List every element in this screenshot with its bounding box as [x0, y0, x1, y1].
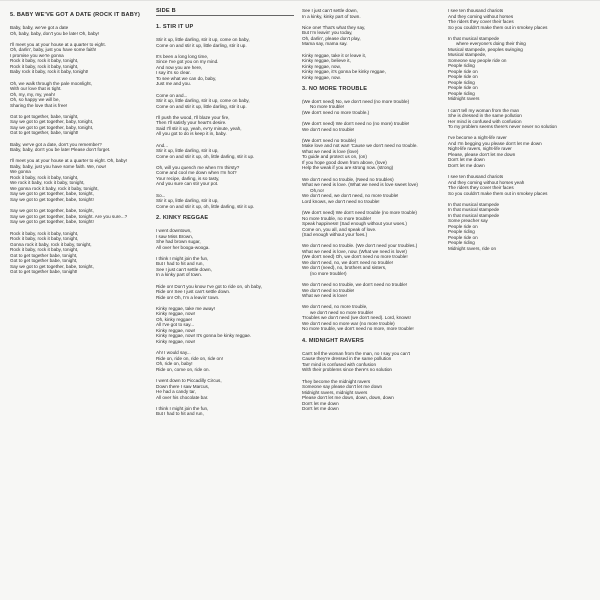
lyric-line: Midnight ravers, midnight ravers — [302, 389, 368, 395]
lyric-line: Night-life ravers, night-life raver — [448, 146, 512, 152]
stanza — [156, 406, 294, 417]
lyric-line: Say we got to get together, baby, tonight, — [10, 124, 94, 130]
lyric-line: we don't need no more trouble! — [310, 309, 374, 315]
lyric-line: Can't tell the woman from the man, no I say you can't — [302, 350, 410, 356]
stanza — [156, 115, 294, 137]
lyric-line: Rock it baby, rock it baby, tonight, — [10, 174, 79, 180]
lyric-line: And they coming without horses — [448, 13, 514, 19]
lyric-line: Musical stampede, — [448, 52, 487, 58]
lyric-line: We don't need, no, we don't need no trouble! — [302, 259, 394, 265]
lyric-line: Stir it up, little darling, stir it up, come on baby, — [156, 37, 250, 42]
lyric-line: Baby rock it baby, rock it baby, tonight! — [10, 69, 89, 75]
stanza — [10, 81, 148, 109]
stanza — [302, 282, 440, 299]
lyric-line: (We don't need) No, we don't need (no more trouble) — [302, 98, 410, 104]
lyric-line: With their problems since there's no solution — [302, 367, 392, 373]
lyric-line: Ride on, come on, ride on. — [156, 366, 210, 372]
lyric-line: All over his chocolate bar. — [156, 394, 209, 400]
lyric-line: To guide and protect us on, (on) — [302, 154, 367, 160]
lyric-line: Rock it baby, rock it baby, tonight, — [10, 63, 79, 69]
lyric-line: We don't need no trouble! — [302, 287, 355, 293]
stanza — [302, 304, 440, 332]
lyric-line: To my problem seems there's never never no solution — [448, 124, 557, 130]
lyric-line: And I'm begging you please don't let me down — [448, 140, 542, 146]
lyric-line: Baby, baby, don't you be late! Please don't forget. — [10, 147, 111, 153]
lyric-line: All you got to do is keep it in, baby. — [156, 131, 227, 137]
lyric-line: Midnight ravers — [448, 96, 480, 102]
lyric-line: Kinky reggae, now! — [156, 311, 196, 317]
lyric-line: Come on and stir it up, little darling, stir it up. — [156, 42, 247, 48]
song-title: 4. MIDNIGHT RAVERS — [302, 337, 364, 344]
lyric-line: All over her booga-wooga. — [156, 244, 210, 250]
lyric-line: What we need is love! — [302, 293, 347, 299]
stanza — [302, 138, 440, 171]
lyric-line: What we need is love (love) — [302, 148, 359, 154]
stanza — [302, 351, 440, 373]
lyric-line: Come on, you all, and speak of love. — [302, 226, 377, 232]
lyric-line: Kinky reggae, believe it, — [302, 58, 351, 64]
lyric-line: Ride on! Don't you know I've got to ride on, oh baby, — [156, 283, 262, 289]
lyric-line: Say we got to get together, babe, tonight! — [10, 196, 94, 202]
lyric-line: Troubles we don't need (we don't need). Lord, knows! — [302, 315, 411, 321]
lyric-line: Rock it baby, rock it baby, tonight, — [10, 230, 79, 236]
lyric-line: (We don't need) We don't need trouble (no more trouble) — [302, 210, 417, 216]
lyric-line: Don't let me down — [448, 157, 485, 163]
lyric-line: Rock it baby, rock it baby, tonight, — [10, 58, 79, 64]
stanza — [448, 36, 594, 102]
lyric-line: Got to get together babe, tonight! — [10, 269, 78, 275]
lyric-line: See I just can't settle down, — [156, 266, 212, 272]
lyric-line: Someone say people ride on — [448, 57, 507, 63]
lyric-line: In that musical stampede — [448, 35, 500, 41]
lyric-line: I can't tell my woman from the man — [448, 107, 520, 113]
stanza — [156, 378, 294, 400]
column-4 — [448, 8, 594, 257]
lyric-line: In a kinky, kinky part of town. — [302, 13, 361, 19]
lyric-line: Rock it baby, rock it baby, tonight, — [10, 247, 79, 253]
lyric-line: We don't need no trouble. (We don't need your troubles.) — [302, 243, 418, 249]
stanza — [156, 350, 294, 372]
lyric-line: The riders they cover their faces — [448, 185, 514, 191]
lyric-line: Musical stampede, peoples swinging — [448, 46, 523, 52]
lyric-line: Kinky reggae, now, — [302, 63, 341, 69]
lyric-line: Stir it up, little darling, stir it up, come on baby, — [156, 98, 250, 104]
lyric-line: Baby, baby, just you have some faith. We, now! — [10, 163, 107, 169]
lyric-line: In that musical stampede — [448, 201, 500, 207]
stanza — [302, 53, 440, 81]
lyric-line: It's been a long long time, — [156, 53, 209, 59]
stanza — [156, 54, 294, 87]
lyric-line: Since I've got you on my mind. — [156, 59, 219, 65]
lyric-line: We don't need no more war (no more trouble) — [302, 320, 395, 326]
lyric-line: And they coming without horses yeah — [448, 179, 525, 185]
lyric-line: People riding — [448, 240, 475, 246]
lyric-line: Got to get together babe, tonight, — [10, 252, 78, 258]
stanza — [448, 8, 594, 30]
stanza — [302, 210, 440, 238]
lyric-line: If you hope good down from above, (love) — [302, 159, 387, 165]
stanza — [302, 8, 440, 19]
stanza — [10, 231, 148, 275]
lyric-line: But I had to hit and run, — [156, 261, 204, 267]
lyric-line: People riding — [448, 63, 475, 69]
song-title: 2. KINKY REGGAE — [156, 215, 209, 222]
lyric-line: Some preacher say — [448, 218, 488, 224]
lyric-line: Mama say, mama say. — [302, 41, 348, 47]
lyric-line: Ride on! See I just can't settle down. — [156, 289, 231, 295]
lyric-line: And you sure can stir your pot. — [156, 181, 219, 187]
lyric-line: I went downtown, — [156, 228, 192, 234]
lyric-line: We don't (need), no, brothers and sisters, — [302, 265, 387, 271]
lyric-line: (We don't need no more trouble.) — [302, 109, 370, 115]
lyric-line: Help the weak if you are strong now. (strong) — [302, 165, 394, 171]
lyric-line: I'll push the wood, I'll blaze your fire, — [156, 114, 230, 120]
lyric-line: People riding — [448, 90, 475, 96]
lyric-line: (We don't need) We don't need no (no more) trouble! — [302, 121, 410, 127]
lyric-line: What we need is love, now. (What we need is love!) — [302, 248, 407, 254]
lyric-line: I think I might join the fun, — [156, 255, 209, 261]
lyric-line: Oh, so happy we will be, — [10, 97, 60, 103]
lyric-line: He had a candy tar, — [156, 389, 196, 395]
lyric-line: Come and cool me down when I'm hot? — [156, 170, 237, 176]
lyric-line: I see ten thousand chariots — [448, 8, 504, 13]
lyric-line: Oh, darlin', please don't play, — [302, 35, 361, 41]
lyric-line: People ride on — [448, 68, 478, 74]
lyric-line: In that musical stampede — [448, 207, 500, 213]
lyric-line: Down there I saw Marcus, — [156, 383, 210, 389]
lyric-line: I think I might join the fun, — [156, 405, 209, 411]
lyric-line: In a kinky part of town. — [156, 272, 202, 278]
lyric-line: No more trouble, no more trouble! — [302, 215, 371, 221]
lyric-line: Then I'll satisfy your heart's desire. — [156, 120, 227, 126]
lyric-line: People ride on — [448, 85, 478, 91]
lyric-line: People ride on — [448, 223, 478, 229]
stanza — [448, 202, 594, 252]
lyric-line: Kinky reggae, now! — [156, 338, 196, 344]
lyric-line: Nice one! That's what they say, — [302, 24, 366, 30]
stanza — [448, 135, 594, 168]
column-1 — [10, 8, 148, 280]
lyric-line: And... — [156, 142, 169, 148]
lyric-line: We don't need, we don't need, no more trouble! — [302, 193, 399, 199]
lyric-line: But I had to hit and run, — [156, 411, 204, 417]
lyric-line: In that musical stampede — [448, 212, 500, 218]
lyric-line: People ride on — [448, 74, 478, 80]
lyric-line: Come on and stir it up, oh, little darling, stir it up. — [156, 203, 255, 209]
lyric-line: Say we got to get together, babe, tonight. Are you sure...? — [10, 213, 128, 219]
lyric-line: Oh, ride on, baby! — [156, 361, 193, 367]
lyric-line: Say we got to get together, baby, tonight, — [10, 119, 94, 125]
top-divider — [0, 0, 600, 1]
song-title: 1. STIR IT UP — [156, 24, 194, 30]
stanza — [302, 99, 440, 116]
lyric-line: Kinky reggae, now! — [156, 327, 196, 333]
lyric-line: Speak happiness! (Sad enough without your woes.) — [302, 221, 407, 227]
lyric-line: Oh, we walk through the pale moonlight, — [10, 80, 92, 86]
lyric-line: To see what we can do, baby, — [156, 75, 217, 81]
stanza — [156, 193, 294, 210]
stanza — [302, 121, 440, 132]
lyric-line: where everyone's doing their thing — [456, 41, 526, 47]
lyric-line: Her mind is confused with confusion — [448, 118, 522, 124]
lyric-line: Ride on, ride on, ride on, ride on! — [156, 355, 223, 361]
stanza — [156, 306, 294, 345]
stanza — [302, 243, 440, 276]
lyric-line: What we need is love. (What we need is love sweet love) — [302, 182, 418, 188]
lyric-line: And now you are here, — [156, 64, 203, 70]
lyric-line: Oh, kinky reggae! — [156, 316, 193, 322]
lyric-line: Got to get together, babe, tonight, — [10, 113, 79, 119]
lyric-line: Say we got to get together, babe, tonight, — [10, 263, 94, 269]
lyric-line: Please, please don't let me down — [448, 151, 516, 157]
lyric-line: Kinky reggae, now! It's gonna be kinky reggae. — [156, 333, 252, 339]
stanza — [302, 379, 440, 412]
column-2 — [156, 8, 294, 423]
lyric-line: I saw Miss Brown, — [156, 233, 194, 239]
lyric-line: Come on and stir it up, little darling, stir it up. — [156, 103, 247, 109]
lyric-line: Kinky reggae, take it or leave it, — [302, 52, 367, 58]
stanza — [156, 143, 294, 160]
lyric-line: Oh, will you quench me when I'm thirsty? — [156, 164, 240, 170]
lyric-line: We don't need, no more trouble, — [302, 304, 368, 310]
lyric-line: People riding — [448, 229, 475, 235]
lyric-line: I've become a night-life raver — [448, 135, 507, 141]
lyric-line: I say it's so clear. — [156, 70, 191, 76]
lyric-line: Say we got to get together, babe, tonight! — [10, 219, 94, 225]
song-title: 3. NO MORE TROUBLE — [302, 85, 368, 92]
lyric-line: (We don't need no trouble) — [302, 137, 357, 143]
lyric-line: We don't need no trouble, we don't need no trouble! — [302, 282, 408, 288]
lyric-line: Stir it up, little darling, stir it up, — [156, 148, 219, 154]
lyric-line: Make love and not war! 'Cause we don't need no trouble. — [302, 143, 418, 149]
lyric-line: Kinky reggae, take me away! — [156, 305, 215, 311]
lyric-line: Come on and stir it up, oh, little darling, stir it up. — [156, 153, 255, 159]
stanza — [10, 25, 148, 36]
lyric-line: Kinky reggae, it's gonna be kinky reggae, — [302, 69, 386, 75]
lyric-line: Oh, baby, baby, don't you be late! Oh, baby! — [10, 30, 100, 36]
stanza — [10, 142, 148, 153]
stanza — [156, 93, 294, 110]
lyric-line: (We don't need) Oh, we don't need no more trouble! — [302, 254, 408, 260]
lyric-line: Don't let me down — [302, 406, 339, 412]
stanza — [448, 108, 594, 130]
lyric-line: Oh, darlin', baby, just you have some faith! — [10, 47, 97, 53]
stanza — [156, 256, 294, 278]
stanza — [10, 158, 148, 202]
stanza — [10, 114, 148, 136]
side-b-heading: SIDE B — [156, 8, 294, 16]
song-title: 5. BABY WE'VE GOT A DATE (ROCK IT BABY) — [10, 12, 141, 18]
lyric-line: Oh,no! — [310, 187, 324, 193]
lyric-line: (Sad enough without your foes.) — [302, 232, 368, 238]
lyric-line: I promise you we're gonna — [10, 52, 64, 58]
lyric-line: Your recipe, darling, is so tasty, — [156, 175, 220, 181]
stanza — [156, 37, 294, 48]
lyric-line: Say we got to get together, babe, tonight, — [10, 208, 94, 214]
lyric-line: Don't let me down — [302, 400, 339, 406]
lyric-line: No more trouble, we don't need no more, more trouble! — [302, 326, 414, 332]
lyric-line: Said I'll stir it up, yeah, ev'ry minute, yeah, — [156, 125, 242, 131]
lyric-line: We don't need no trouble, (Need no troubles) — [302, 176, 394, 182]
lyric-line: People ride on — [448, 234, 478, 240]
lyric-line: I see ten thousand chariots — [448, 174, 504, 180]
stanza — [10, 42, 148, 75]
lyric-line: See I just can't settle down, — [302, 8, 358, 13]
lyric-line: We gonna — [10, 169, 31, 175]
lyric-line: I went down to Piccadilly Circus, — [156, 378, 222, 384]
column-3 — [302, 8, 440, 417]
lyric-line: All I've got to say... — [156, 322, 195, 328]
lyric-line: So you couldn't make them out in smokey places — [448, 190, 548, 196]
lyric-line: We don't need no trouble! — [302, 126, 355, 132]
lyric-line: I'll meet you at your house at a quarter to eight. — [10, 41, 106, 47]
lyric-line: Just me and you. — [156, 81, 191, 87]
lyric-line: Rock it baby, rock it baby, tonight, — [10, 236, 79, 242]
lyric-line: Baby, baby, we've got a date — [10, 25, 69, 30]
lyric-line: No more trouble! — [310, 104, 345, 110]
lyric-line: With our love that is tight. — [10, 86, 62, 92]
lyric-line: Lord knows, we don't need no trouble! — [302, 198, 380, 204]
lyric-line: Gonna rock it baby, rock it baby, tonight, — [10, 241, 92, 247]
lyric-line: Oh, my, my, my, yeah! — [10, 91, 55, 97]
lyric-line: But I'm leavin' you today, — [302, 30, 353, 36]
lyric-line: Ride on! Oh, I'm a leavin' town. — [156, 294, 220, 300]
lyric-line: People riding — [448, 79, 475, 85]
lyric-line: She is dressed in the same pollution — [448, 113, 522, 119]
lyric-line: Someone say please don't let me down — [302, 384, 383, 390]
lyric-line: Baby, we've got a date, don't you remember? — [10, 141, 102, 147]
lyric-line: She had brown sugar, — [156, 239, 201, 245]
stanza — [10, 208, 148, 225]
lyric-line: So you couldn't make them out in smokey places — [448, 24, 548, 30]
lyric-line: Cause they're dressed in the same pollution — [302, 356, 392, 362]
lyric-line: (no more trouble!) — [310, 270, 347, 276]
lyric-line: Midnight ravers, ride on — [448, 245, 497, 251]
lyric-line: Got to get together, babe, tonight! — [10, 130, 79, 136]
lyric-line: Got to get together babe, tonight, — [10, 258, 78, 264]
stanza — [302, 25, 440, 47]
lyric-line: So... — [156, 192, 166, 198]
lyric-line: Ah! I would say... — [156, 350, 191, 356]
lyric-line: The riders they cover their faces — [448, 19, 514, 24]
lyric-line: Kinky reggae, now. — [302, 74, 341, 80]
lyric-line: We rock it baby, rock it baby, tonight, — [10, 180, 85, 186]
lyric-line: Tarr mind is confused with confusion — [302, 361, 377, 367]
stanza — [156, 284, 294, 301]
lyric-line: Come on and... — [156, 92, 188, 98]
lyric-line: Say we got to get together, babe, tonight, — [10, 191, 94, 197]
stanza — [156, 228, 294, 250]
stanza — [302, 177, 440, 205]
lyric-line: We gonna rock it baby, rock it baby, tonight, — [10, 185, 99, 191]
lyric-line: I'll meet you at your house at a quarter to eight. Oh, baby! — [10, 158, 128, 164]
stanza — [156, 165, 294, 187]
lyric-line: Don't let me down — [448, 162, 485, 168]
lyric-line: Sharing the love that is free! — [10, 102, 68, 108]
lyric-line: Please don't let me down, down, down, down — [302, 395, 394, 401]
lyric-line: Stir it up, little darling, stir it up, — [156, 198, 219, 204]
lyric-line: They become the midnight ravers — [302, 378, 371, 384]
stanza — [448, 174, 594, 196]
